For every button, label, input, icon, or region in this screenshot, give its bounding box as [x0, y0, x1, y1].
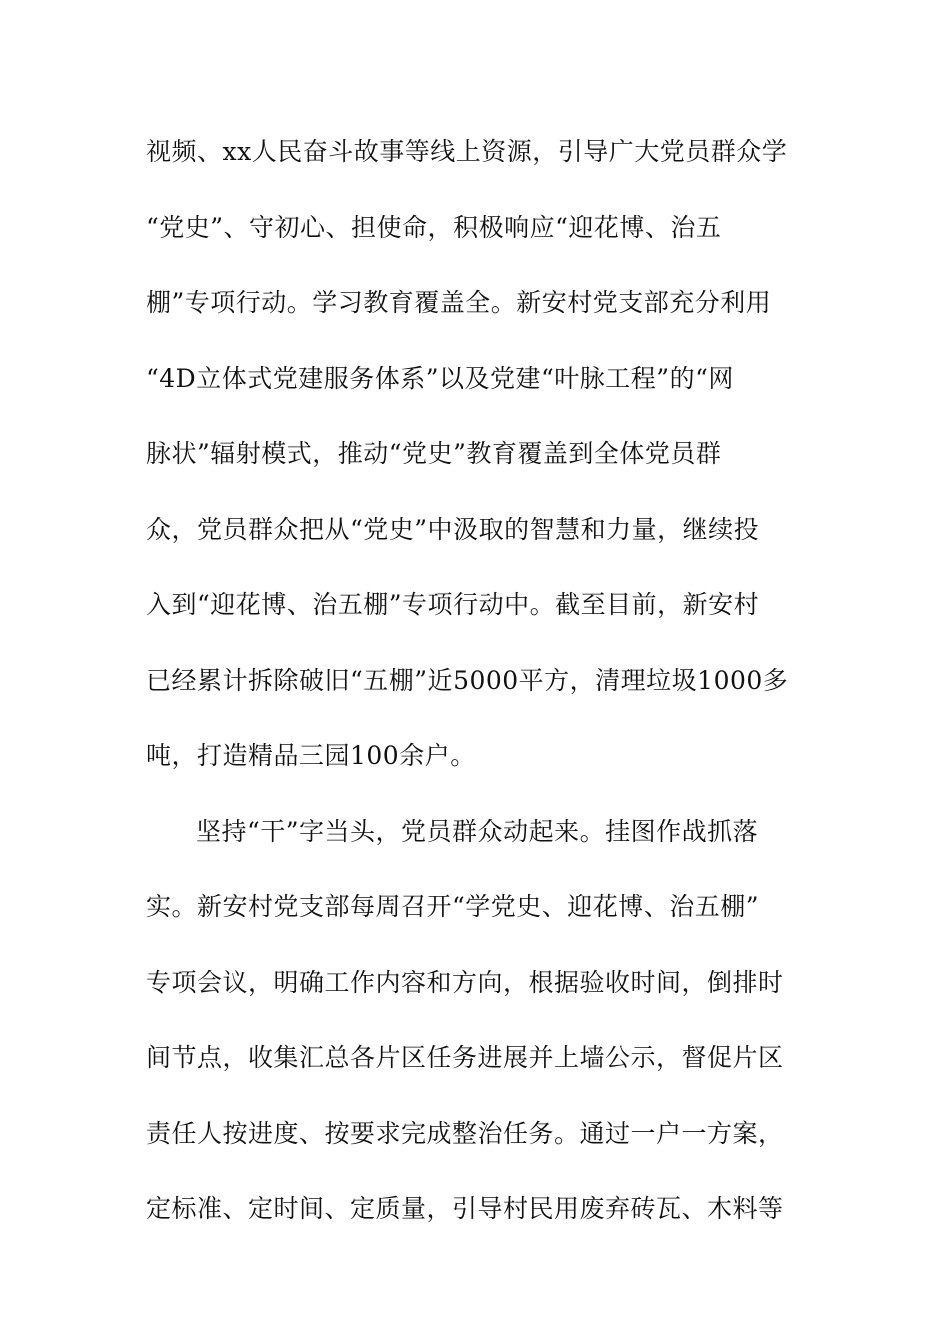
- text-line: 坚持“干”字当头，党员群众动起来。挂图作战抓落: [196, 816, 759, 846]
- text-line: 责任人按进度、按要求完成整治任务。通过一户一方案，: [146, 1118, 784, 1148]
- text-line: 吨，打造精品三园100余户。: [146, 741, 476, 770]
- paragraph-1: [146, 127, 826, 807]
- text-line: 入到“迎花博、治五棚”专项行动中。截至目前，新安村: [146, 590, 760, 619]
- text-line: 脉状”辐射模式，推动“党史”教育覆盖到全体党员群: [146, 439, 722, 468]
- text-line: 专项会议，明确工作内容和方向，根据验收时间，倒排时: [146, 967, 784, 997]
- text-line: 已经累计拆除破旧“五棚”近5000平方，清理垃圾1000多: [146, 665, 789, 695]
- text-line: 视频、xx人民奋斗故事等线上资源，引导广大党员群众学: [146, 137, 788, 166]
- document-body: [146, 127, 826, 1260]
- text-line: “党史”、守初心、担使命，积极响应“迎花博、治五: [146, 212, 722, 242]
- text-line: 棚”专项行动。学习教育覆盖全。新安村党支部充分利用: [146, 288, 772, 317]
- text-line: 定标准、定时间、定质量，引导村民用废弃砖瓦、木料等: [146, 1194, 784, 1223]
- text-line: 众，党员群众把从“党史”中汲取的智慧和力量，继续投: [146, 514, 760, 544]
- paragraph-2: [146, 807, 826, 1260]
- text-line: 间节点，收集汇总各片区任务进展并上墙公示，督促片区: [146, 1043, 784, 1072]
- text-line: “4D立体式党建服务体系”以及党建“叶脉工程”的“网: [146, 363, 734, 393]
- text-line: 实。新安村党支部每周召开“学党史、迎花博、治五棚”: [146, 892, 760, 921]
